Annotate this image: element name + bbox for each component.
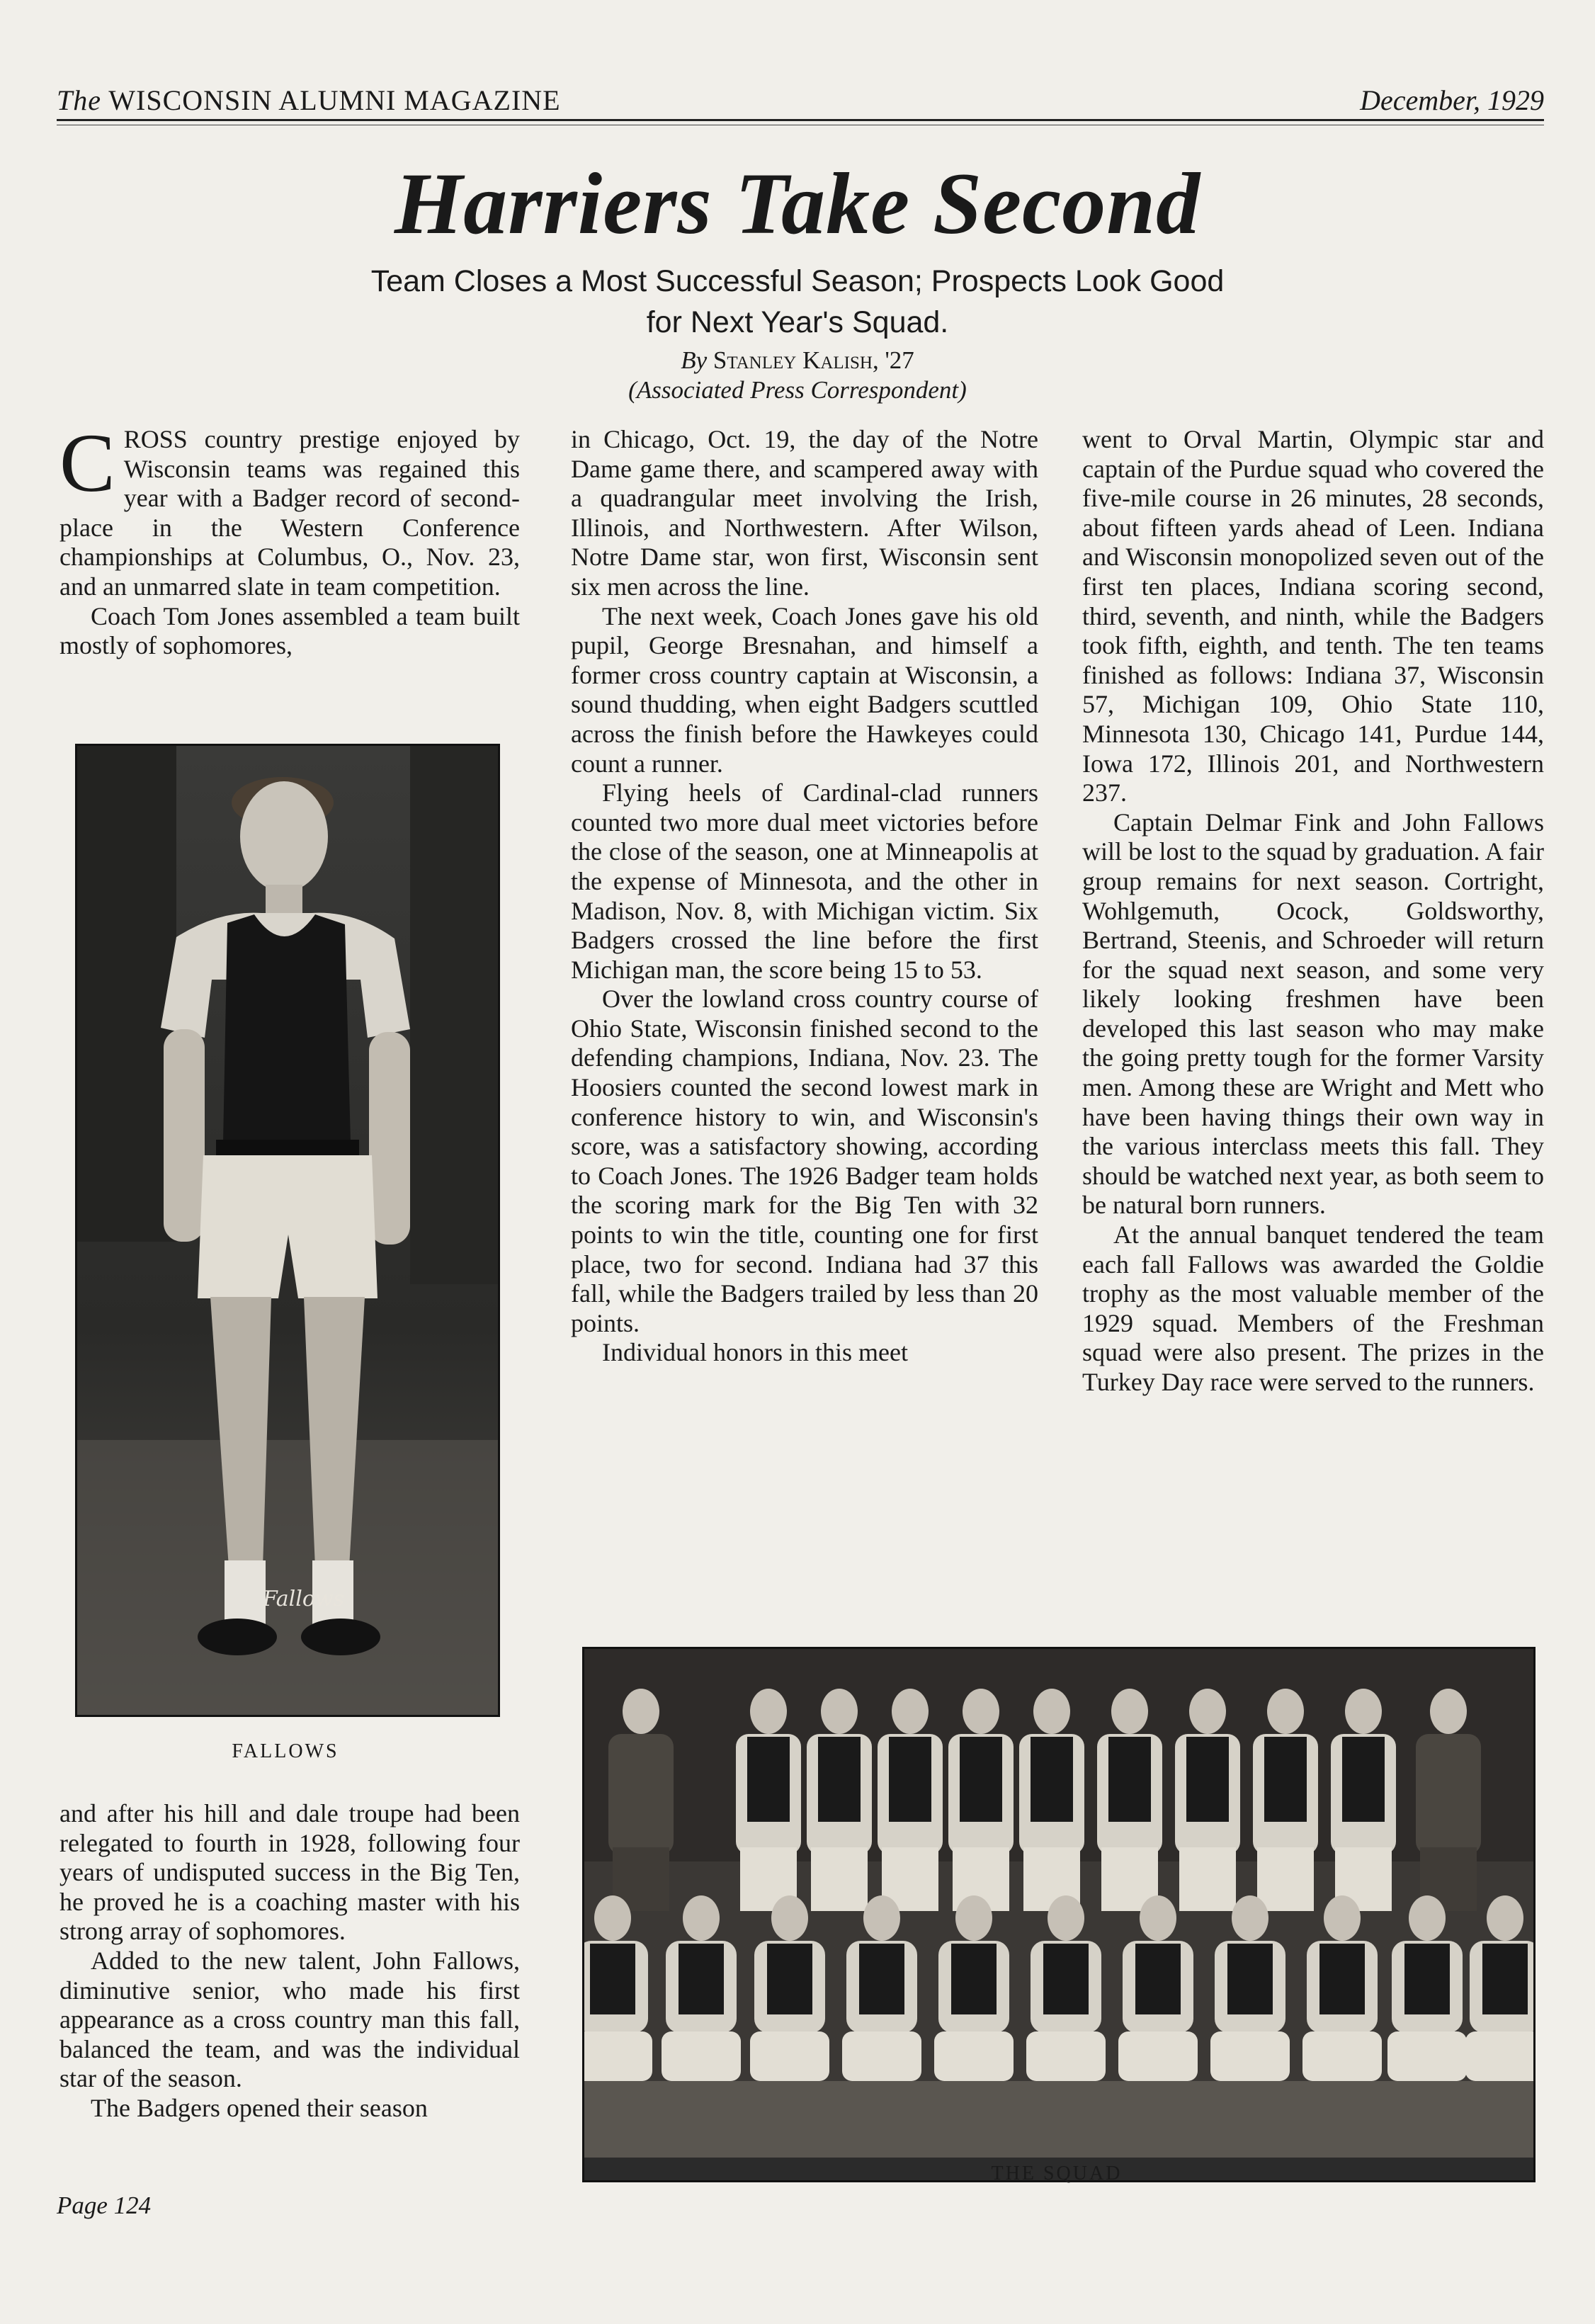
article-title: Harriers Take Second <box>394 155 1201 252</box>
magazine-name-the: The <box>57 84 101 116</box>
column-3 <box>1082 425 1544 1398</box>
column-1-lower <box>59 1799 520 2124</box>
paragraph-2: Coach Tom Jones assembled a team built mostly of sophomores, <box>59 601 520 660</box>
magazine-name-text: WISCONSIN ALUMNI MAGAZINE <box>108 84 561 116</box>
subtitle-line-1: Team Closes a Most Successful Season; Prospects Look Good <box>370 264 1225 298</box>
paragraph-8-continued: went to Orval Martin, Olympic star and captain of the Purdue squad who covered the five-mile course in 26 minutes, 28 seconds, about fifteen yards ahead of Leen. Indiana and Wisconsin monopolized seven out of the first ten places, Indiana scoring second, third, seventh, and ninth, while the Badgers took fifth, eighth, and tenth. The ten teams finished as follows: Indiana 37, Wisconsin 57, Michigan 109, Ohio State 110, Minnesota 130, Chicago 141, Purdue 144, Iowa 172, Illinois 201, and Northwestern 237. <box>1082 425 1544 807</box>
page-number: Page 124 <box>57 2192 152 2219</box>
paragraph-5: The next week, Coach Jones gave his old pupil, George Bresnahan, and himself a former cross country captain at Wisconsin, a sound thudding, when eight Badgers scuttled across the finish before the Hawkeyes could count a runner. <box>571 601 1038 778</box>
running-head <box>57 84 1544 123</box>
squad-caption: THE SQUAD <box>991 2163 1123 2184</box>
byline-affiliation: (Associated Press Correspondent) <box>628 376 967 404</box>
squad-photo-illustration <box>584 1649 1533 2158</box>
fallows-photo-illustration <box>77 746 498 1715</box>
header-rule <box>57 119 1544 121</box>
byline-by: By <box>681 346 708 374</box>
article-subtitle <box>212 261 1383 343</box>
paragraph-1-lead: ROSS <box>123 425 188 453</box>
paragraph-3: Added to the new talent, John Fallows, diminutive senior, who made his first appearance as a cross country man this fall, balanced the team, and was the individual star of the season. <box>59 1946 520 2093</box>
byline <box>425 346 1170 405</box>
subtitle-line-2: for Next Year's Squad. <box>646 305 949 339</box>
paragraph-1 <box>59 416 521 602</box>
paragraph-7: Over the lowland cross country course of Ohio State, Wisconsin finished second to the defending champions, Indiana, Nov. 23. The Hoosiers counted the second lowest mark in conference history to win, and Wisconsin's score, was a satisfactory showing, according to Coach Jones. The 1926 Badger team holds the scoring mark for the Big Ten with 32 points to win the title, counting one for first place, two for second. Indiana had 37 this fall, while the Badgers trailed by less than 20 points. <box>571 985 1038 1337</box>
byline-author: Stanley Kalish, '27 <box>713 346 914 374</box>
issue-date: December, 1929 <box>1360 84 1544 116</box>
paragraph-4-continued: in Chicago, Oct. 19, the day of the Notre Dame game there, and scampered away with a quadrangular meet involving the Irish, Illinois, and Northwestern. After Wilson, Notre Dame star, won first, Wisconsin sent six men across the line. <box>571 425 1038 601</box>
squad-photo <box>582 1647 1536 2182</box>
paragraph-9: Captain Delmar Fink and John Fallows will be lost to the squad by graduation. A fair group remains for next season. Cortright, Wohlgemuth, Ocock, Goldsworthy, Bertrand, Steenis, and Schroeder will return for the squad next season, and some very likely looking freshmen have been developed this last season who may make the going pretty tough for the former Varsity men. Among these are Wright and Mett who have been having things their own way in the various interclass meets this fall. They should be watched next year, as both seem to be natural born runners. <box>1082 807 1544 1220</box>
paragraph-4: The Badgers opened their season <box>91 2093 428 2122</box>
paragraph-2-continued: and after his hill and dale troupe had been relegated to fourth in 1928, following four years of undisputed success in the Big Ten, he proved he is a coaching master with his strong array of sophomores. <box>59 1799 520 1946</box>
drop-cap: C <box>59 416 115 509</box>
paragraph-1-text: country prestige enjoyed by Wisconsin teams was regained this year with a Badger record of second-place in the Western Conference championships at Columbus, O., Nov. 23, and an unmarred slate in team competition. <box>59 425 521 601</box>
column-1-upper <box>59 416 521 661</box>
paragraph-10: At the annual banquet tendered the team each fall Fallows was awarded the Goldie trophy as the most valuable member of the 1929 squad. Members of the Freshman squad were also present. The prizes in the Turkey Day race were served to the runners. <box>1082 1220 1544 1396</box>
paragraph-6: Flying heels of Cardinal-clad runners counted two more dual meet victories before the close of the season, one at Minneapolis at the expense of Minnesota, and the other in Madison, Nov. 8, with Michigan victim. Six Badgers crossed the line before the first Michigan man, the score being 15 to 53. <box>571 778 1038 984</box>
fallows-inscription: Fallows <box>263 1587 344 1611</box>
fallows-caption: FALLOWS <box>232 1740 339 1762</box>
fallows-photo <box>75 744 500 1717</box>
paragraph-8: Individual honors in this meet <box>602 1338 908 1367</box>
magazine-name <box>57 84 561 117</box>
column-2 <box>571 425 1038 1368</box>
